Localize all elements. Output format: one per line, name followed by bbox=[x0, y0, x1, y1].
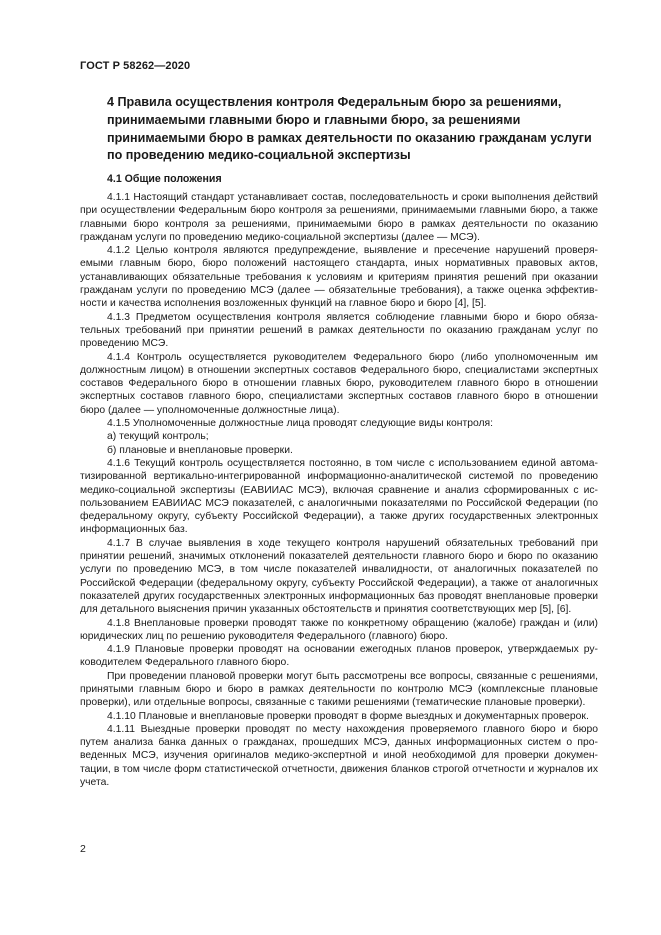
page-number: 2 bbox=[80, 843, 86, 855]
paragraph-4-1-3: 4.1.3 Предметом осуществления контроля является соблюдение главными бюро и бюро обязательных требований при принятии решений в рамках деятельности по оказанию гражданам услуг по проведению МСЭ. bbox=[80, 311, 598, 350]
paragraph-4-1-5: 4.1.5 Уполномоченные должностные лица проводят следующие виды контроля: bbox=[107, 418, 494, 430]
paragraph-4-1-8: 4.1.8 Внеплановые проверки проводят также по конкретному обращению (жалобе) граждан и (или) юридических лиц по решению руководителя Федерального (главного) бюро. bbox=[80, 617, 598, 642]
subsection-title: 4.1 Общие положения bbox=[107, 173, 222, 185]
paragraph-4-1-9: 4.1.9 Плановые проверки проводят на основании ежегодных планов проверок, утверждаемых руководителем Федерального главного бюро. bbox=[80, 644, 598, 669]
paragraph-planned-inspection: При проведении плановой проверки могут быть рассмотрены все вопросы, связанные с решениями, принятыми главным бюро и бюро в рамках деятельности по контролю МСЭ (комплексные плановые проверки), или отдельные вопросы, связанные с такими решениями (тематические плановые проверки). bbox=[80, 670, 598, 709]
paragraph-4-1-4: 4.1.4 Контроль осуществляется руководителем Федерального бюро (либо уполномоченным им должностным лицом) в отношении экспертных составов Федерального бюро, специалистами экспертных составов Федерального бюро в отношении главных бюро, руководителем главного бюро в отношении экспертных составов главного бюро, специалистами экспертных составов главного бюро в отношении бюро (далее — уполномоченные должностные лица). bbox=[80, 351, 598, 416]
list-item-b: б) плановые и внеплановые проверки. bbox=[107, 444, 293, 456]
paragraph-4-1-2: 4.1.2 Целью контроля являются предупреждение, выявление и пресечение нарушений проверяемыми главным бюро, бюро положений настоящего стандарта, иных нормативных правовых актов, устанавливающих обязательные требования к условиям и критериям принятия решений при оказании гражданам услуги по проведению МСЭ (далее — обязательные требования), а также оценка эффективности и качества исполнения возложенных функций на главное бюро и бюро [4], [5]. bbox=[80, 245, 598, 310]
list-item-a: а) текущий контроль; bbox=[107, 431, 209, 443]
section-title: 4 Правила осуществления контроля Федеральным бюро за решениями, принимаемыми главными бюро и главными бюро, за решениями принимаемыми бюро в рамках деятельности по оказанию гражданам услуги по проведению медико-социальной экспертизы bbox=[107, 95, 592, 163]
paragraph-4-1-11: 4.1.11 Выездные проверки проводят по месту нахождения проверяемого главного бюро и бюро путем анализа банка данных о гражданах, прошедших МСЭ, данных информационных систем о проведенных МСЭ, изучения оригиналов медико-экспертной и иной необходимой для проверки документации, в том числе форм статистической отчетности, движения бланков строгой отчетности и журналов их учета. bbox=[80, 723, 598, 789]
body-text bbox=[80, 191, 598, 789]
document-standard-id: ГОСТ Р 58262—2020 bbox=[80, 60, 191, 72]
paragraph-4-1-10: 4.1.10 Плановые и внеплановые проверки проводят в форме выездных и документарных проверок. bbox=[107, 710, 589, 722]
paragraph-4-1-6: 4.1.6 Текущий контроль осуществляется постоянно, в том числе с использованием единой автоматизированной вертикально-интегрированной информационно-аналитической системой по проведению медико-социальной экспертизы (ЕАВИИАС МСЭ), включая сравнение и анализ сформированных с использованием ЕАВИИАС МСЭ показателей, с аналогичными показателями по Российской Федерации (по федеральному округу, субъекту Российской Федерации), а также других государственных электронных информационных баз. bbox=[80, 457, 598, 536]
paragraph-4-1-7: 4.1.7 В случае выявления в ходе текущего контроля нарушений обязательных требований при принятии решений, значимых отклонений показателей деятельности главного бюро и бюро по оказанию услуги по проведению МСЭ, в том числе показателей инвалидности, от аналогичных показателей по Российской Федерации (федеральному округу, субъекту Российской Федерации), а также от аналогичных показателей других государственных электронных информационных баз проводят внеплановые проверки для детального выяснения причин указанных обстоятельств и принятия соответствующих мер [5], [6]. bbox=[80, 537, 598, 616]
paragraph-4-1-1: 4.1.1 Настоящий стандарт устанавливает состав, последовательность и сроки выполнения действий при осуществлении Федеральным бюро контроля за решениями, принимаемыми главными бюро, а также главными бюро контроля за решениями, принимаемыми бюро в рамках деятельности по оказанию гражданам услуги по проведению медико-социальной экспертизы (далее — МСЭ). bbox=[80, 192, 598, 243]
